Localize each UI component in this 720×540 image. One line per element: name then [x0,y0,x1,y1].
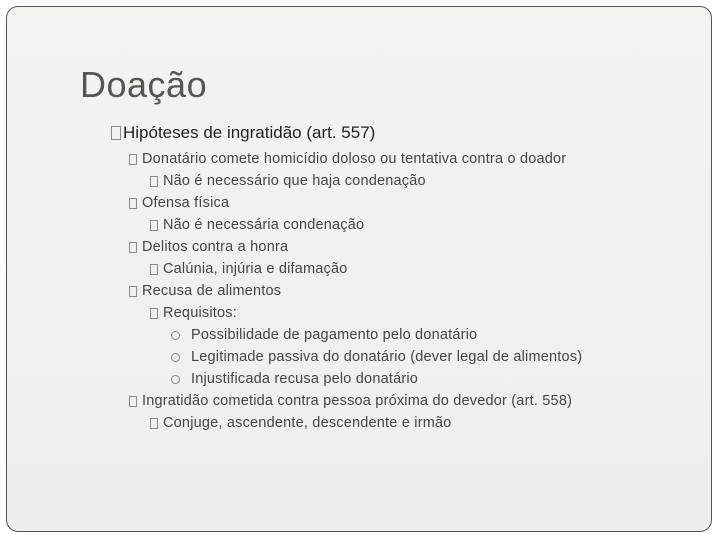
square-bullet-icon [129,198,137,209]
square-bullet-icon [150,220,158,231]
list-item [150,261,348,277]
list-item [129,239,288,255]
list-item-text: Ofensa física [142,195,230,211]
list-item [150,217,364,233]
square-bullet-icon [150,308,158,319]
list-item [150,173,426,189]
square-bullet-icon [129,242,137,253]
list-item-text: Donatário comete homicídio doloso ou tentativa contra o doador [142,151,567,167]
heading-item [111,123,375,143]
circle-bullet-icon [171,331,180,340]
list-item-text: Injustificada recusa pelo donatário [191,371,419,387]
square-bullet-icon [129,154,137,165]
slide-title: Doação [80,64,208,105]
list-item [129,195,229,211]
list-item-text: Recusa de alimentos [142,283,282,299]
square-bullet-icon [150,176,158,187]
list-item [171,327,477,343]
circle-bullet-icon [171,353,180,362]
list-item-text: Possibilidade de pagamento pelo donatário [191,327,478,343]
list-item [150,305,237,321]
list-item-text: Requisitos: [163,305,237,321]
square-bullet-icon [111,126,121,140]
circle-bullet-icon [171,375,180,384]
list-item [171,371,418,387]
square-bullet-icon [150,264,158,275]
heading-text: Hipóteses de ingratidão (art. 557) [123,123,376,142]
square-bullet-icon [150,418,158,429]
list-item [150,415,452,431]
list-item-text: Conjuge, ascendente, descendente e irmão [163,415,452,431]
list-item-text: Delitos contra a honra [142,239,289,255]
list-item [171,349,582,365]
slide [6,6,712,532]
list-item-text: Ingratidão cometida contra pessoa próxima do devedor (art. 558) [142,393,573,409]
list-item [129,393,572,409]
list-item-text: Calúnia, injúria e difamação [163,261,348,277]
square-bullet-icon [129,396,137,407]
list-item-text: Legitimade passiva do donatário (dever legal de alimentos) [191,349,583,365]
square-bullet-icon [129,286,137,297]
list-item [129,151,566,167]
list-item-text: Não é necessário que haja condenação [163,173,426,189]
list-item [129,283,281,299]
list-item-text: Não é necessária condenação [163,217,365,233]
